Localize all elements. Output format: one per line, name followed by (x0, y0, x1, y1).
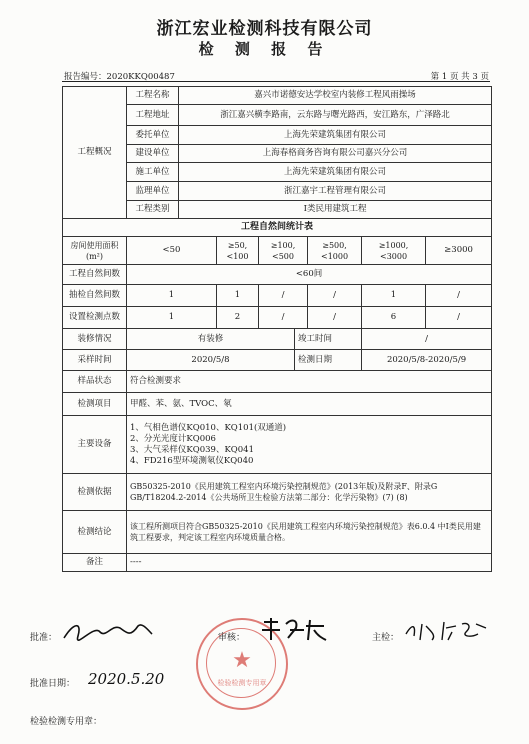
list-item: 1、气相色谱仪KQ010、KQ101(双通道) (130, 422, 287, 433)
overview-row (63, 182, 492, 201)
items-value: 甲醛、苯、氨、TVOC、氡 (127, 393, 492, 416)
points-value: 2 (217, 307, 259, 329)
overview-label: 工程名称 (127, 87, 179, 105)
test-date-label: 检测日期 (295, 350, 362, 371)
overview-group-label: 工程概况 (63, 87, 127, 219)
sampling-value: 2020/5/8 (127, 350, 295, 371)
area-col: ≥500, <1000 (308, 237, 362, 265)
sampling-row (63, 350, 492, 371)
sampled-value: 1 (127, 285, 217, 307)
report-number-value: 2020KKQ00487 (106, 72, 175, 82)
overview-row (63, 201, 492, 219)
overview-row (63, 145, 492, 163)
basis-label: 检测依据 (63, 474, 127, 511)
overview-row (63, 126, 492, 145)
report-number-label: 报告编号： (64, 72, 107, 82)
sampled-value: / (426, 285, 492, 307)
sampled-row (63, 285, 492, 307)
points-value: 1 (127, 307, 217, 329)
points-value: / (259, 307, 308, 329)
seal-label: 检验检测专用章： (30, 717, 103, 727)
overview-value: 嘉兴市诺德安达学校室内装修工程风雨操场 (179, 87, 492, 105)
sampled-value: 1 (217, 285, 259, 307)
sampling-label: 采样时间 (63, 350, 127, 371)
sample-state-row (63, 371, 492, 393)
area-col: ≥3000 (426, 237, 492, 265)
conclusion-value: 该工程所测项目符合GB50325-2010《民用建筑工程室内环境污染控制规范》表6.0.4 中Ⅰ类民用建筑工程要求，判定该工程室内环境质量合格。 (127, 511, 492, 554)
basis-value: GB50325-2010《民用建筑工程室内环境污染控制规范》(2013年版)及附录F、附录G GB/T18204.2-2014《公共场所卫生检验方法第二部分：化学污染物》(7) (8) (127, 474, 492, 511)
area-col: <50 (127, 237, 217, 265)
remarks-value: ---- (127, 554, 492, 572)
equipment-list (127, 416, 492, 474)
overview-label: 施工单位 (127, 163, 179, 182)
company-name: 浙江宏业检测科技有限公司 (156, 19, 373, 39)
overview-label: 建设单位 (127, 145, 179, 163)
review-label: 审核： (218, 633, 246, 643)
reviewer-signature (258, 616, 330, 644)
main-inspector-label: 主检： (372, 633, 400, 643)
overview-value: 上海春格商务咨询有限公司嘉兴分公司 (179, 145, 492, 163)
inspector-signature (402, 618, 490, 644)
sampled-value: 1 (362, 285, 426, 307)
approver-signature (60, 618, 156, 644)
remarks-label: 备注 (63, 554, 127, 572)
remarks-row (63, 554, 492, 572)
items-label: 检测项目 (63, 393, 127, 416)
total-rooms-label: 工程自然间数 (63, 265, 127, 285)
points-label: 设置检测点数 (63, 307, 127, 329)
items-row (63, 393, 492, 416)
header-divider (62, 81, 490, 82)
overview-value: 上海先荣建筑集团有限公司 (179, 163, 492, 182)
conclusion-row (63, 511, 492, 554)
overview-row (63, 105, 492, 126)
area-col: ≥50, <100 (217, 237, 259, 265)
report-title: 检 测 报 告 (198, 40, 331, 58)
overview-label: 工程类别 (127, 201, 179, 219)
area-col: ≥1000, <3000 (362, 237, 426, 265)
decor-label: 装修情况 (63, 329, 127, 350)
equipment-row (63, 416, 492, 474)
complete-value: / (362, 329, 492, 350)
stats-title-row (63, 219, 492, 237)
list-item: 2、分光光度计KQ006 (130, 433, 216, 444)
overview-row (63, 87, 492, 105)
sampled-value: / (259, 285, 308, 307)
total-rooms-row (63, 265, 492, 285)
overview-row (63, 163, 492, 182)
points-row (63, 307, 492, 329)
basis-row (63, 474, 492, 511)
decor-value: 有装修 (127, 329, 295, 350)
approve-date-label: 批准日期： (30, 679, 76, 689)
points-value: / (426, 307, 492, 329)
area-row (63, 237, 492, 265)
decor-row (63, 329, 492, 350)
sampled-label: 抽检自然间数 (63, 285, 127, 307)
overview-value: Ⅰ类民用建筑工程 (179, 201, 492, 219)
sampled-value: / (308, 285, 362, 307)
points-value: 6 (362, 307, 426, 329)
approve-date-value: 2020.5.20 (88, 670, 165, 688)
overview-label: 委托单位 (127, 126, 179, 145)
star-icon: ★ (232, 648, 252, 673)
equipment-label: 主要设备 (63, 416, 127, 474)
sample-state-label: 样品状态 (63, 371, 127, 393)
points-value: / (308, 307, 362, 329)
stats-title: 工程自然间统计表 (63, 219, 492, 237)
sample-state-value: 符合检测要求 (127, 371, 492, 393)
list-item: 3、大气采样仪KQ039、KQ041 (130, 444, 254, 455)
conclusion-label: 检测结论 (63, 511, 127, 554)
total-rooms-value: <60间 (127, 265, 492, 285)
overview-value: 浙江嘉兴横李路南，云东路与曙光路西，安江路东，广泽路北 (179, 105, 492, 126)
approve-label: 批准： (30, 633, 58, 643)
area-col: ≥100, <500 (259, 237, 308, 265)
overview-value: 浙江嘉宇工程管理有限公司 (179, 182, 492, 201)
test-date-value: 2020/5/8-2020/5/9 (362, 350, 492, 371)
page-info: 第 1 页 共 3 页 (430, 72, 489, 82)
overview-value: 上海先荣建筑集团有限公司 (179, 126, 492, 145)
area-label: 房间使用面积(m²) (63, 237, 127, 265)
overview-label: 工程地址 (127, 105, 179, 126)
overview-label: 监理单位 (127, 182, 179, 201)
report-table (62, 86, 492, 572)
complete-label: 竣工时间 (295, 329, 362, 350)
seal-text: 检验检测专用章 (217, 679, 267, 687)
list-item: 4、FD216型环境测氡仪KQ040 (130, 455, 254, 466)
